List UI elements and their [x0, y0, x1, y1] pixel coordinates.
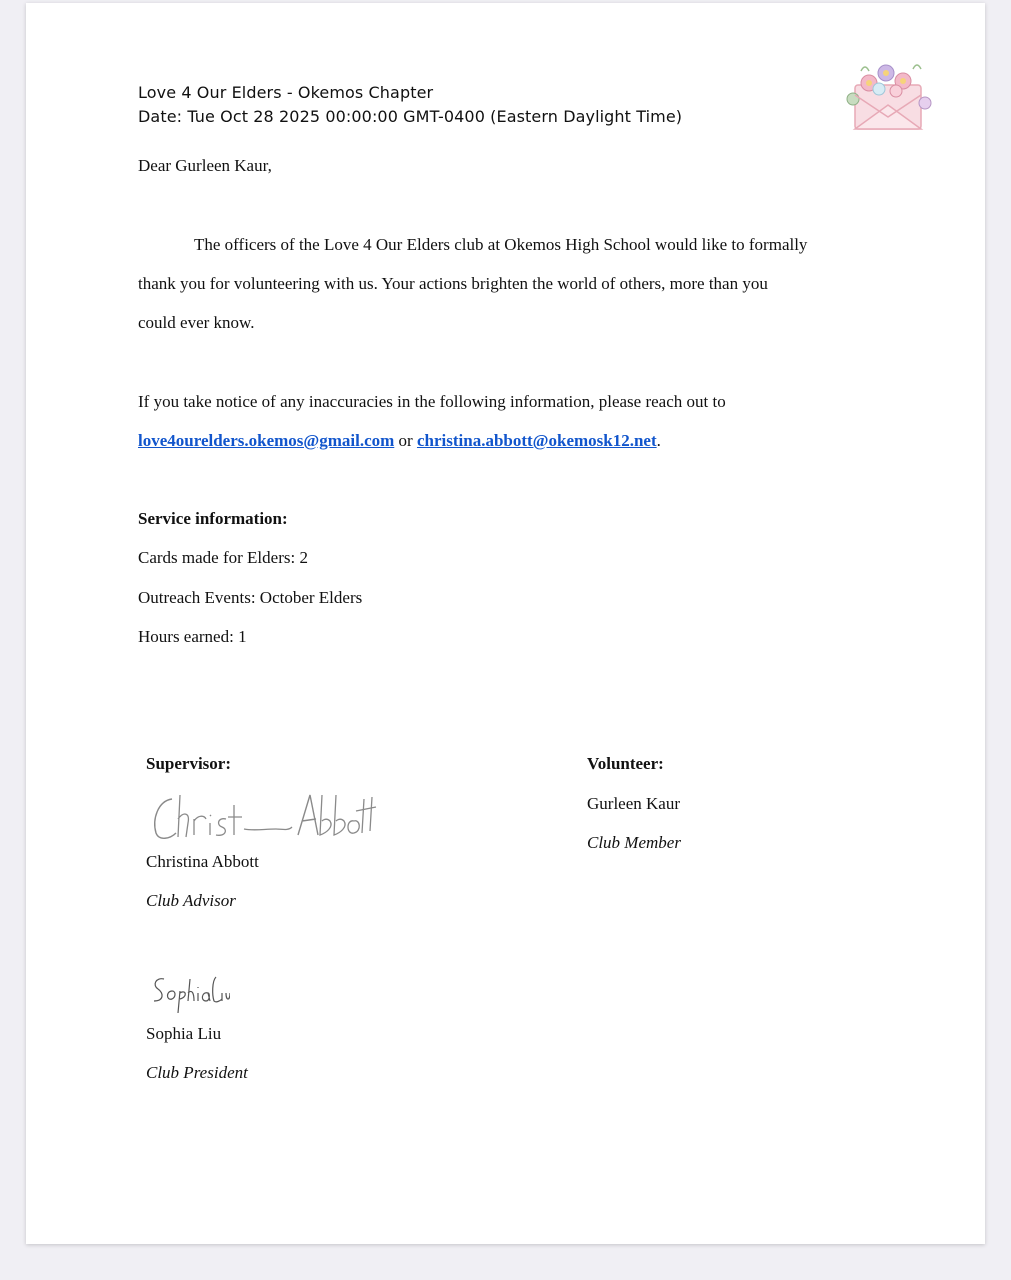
email-connector: or	[398, 431, 413, 450]
president-name: Sophia Liu	[146, 1024, 222, 1043]
service-heading: Service information:	[138, 509, 288, 528]
service-cards: Cards made for Elders: 2	[138, 548, 308, 567]
document-page	[26, 3, 985, 1244]
paragraph1-line1: The officers of the Love 4 Our Elders club at Okemos High School would like to formally	[194, 235, 808, 254]
paragraph1-line2: thank you for volunteering with us. Your actions brighten the world of others, more than you	[138, 274, 768, 293]
volunteer-title: Club Member	[587, 833, 681, 852]
date-line: Date: Tue Oct 28 2025 00:00:00 GMT-0400 (Eastern Daylight Time)	[138, 107, 683, 126]
service-hours: Hours earned: 1	[138, 627, 247, 646]
envelope-flowers-icon	[841, 55, 937, 137]
supervisor-name: Christina Abbott	[146, 852, 259, 871]
email-link-club[interactable]: love4ourelders.okemos@gmail.com	[138, 431, 395, 450]
president-signature	[150, 971, 230, 1017]
volunteer-heading: Volunteer:	[587, 754, 664, 773]
supervisor-title: Club Advisor	[146, 891, 236, 910]
org-name: Love 4 Our Elders - Okemos Chapter	[138, 83, 434, 102]
paragraph1-line3: could ever know.	[138, 313, 255, 332]
paragraph2-line2	[138, 431, 661, 451]
volunteer-name: Gurleen Kaur	[587, 794, 680, 813]
email-link-advisor[interactable]: christina.abbott@okemosk12.net	[416, 431, 657, 450]
paragraph2-line1: If you take notice of any inaccuracies in the following information, please reach out to	[138, 392, 726, 411]
service-events: Outreach Events: October Elders	[138, 588, 363, 607]
sentence-end: .	[656, 431, 661, 450]
supervisor-signature	[150, 789, 380, 843]
salutation: Dear Gurleen Kaur,	[138, 156, 272, 175]
president-title: Club President	[146, 1063, 248, 1082]
supervisor-heading: Supervisor:	[146, 754, 231, 773]
